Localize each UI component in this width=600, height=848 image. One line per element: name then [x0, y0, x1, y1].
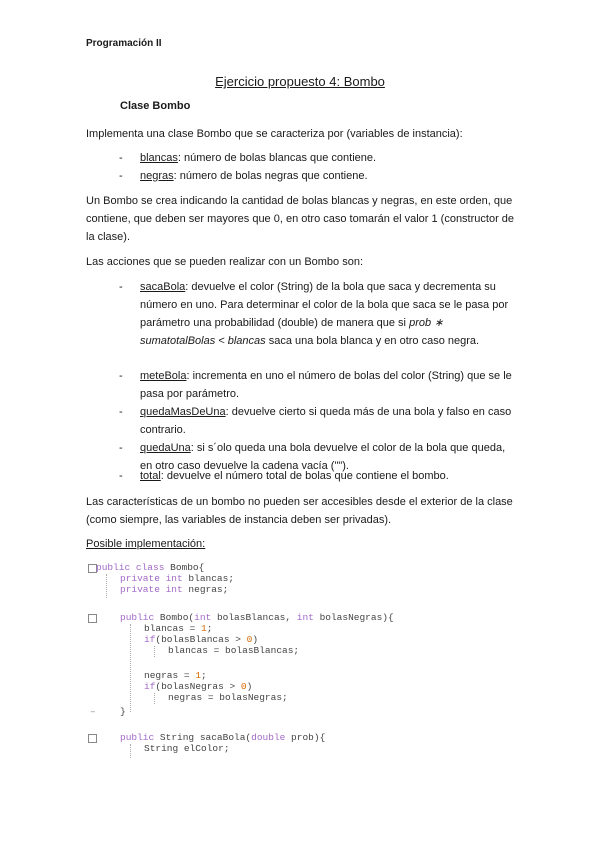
code-listing [88, 562, 508, 762]
code-line: } [120, 706, 126, 717]
page-header: Programación II [86, 38, 162, 49]
action-desc: : devuelve cierto si queda más de una bola y falso en caso contrario. [140, 406, 512, 436]
action-desc-2: saca una bola blanca y en otro caso negra. [265, 335, 480, 347]
indent-guide [154, 646, 155, 657]
code-line: public class Bombo{ [96, 562, 205, 573]
fold-box-icon[interactable] [88, 734, 97, 743]
formula: prob ∗ sumatotalBolas < blancas [140, 317, 444, 347]
implementation-heading: Posible implementación: [86, 538, 206, 550]
action-name: quedaMasDeUna [140, 406, 226, 418]
section-subtitle: Clase Bombo [120, 100, 191, 112]
bullet-dash: - [119, 152, 123, 164]
code-line: private int blancas; [120, 573, 235, 584]
code-line: if(bolasBlancas > 0) [144, 634, 259, 645]
indent-guide [130, 744, 131, 758]
code-line: negras = 1; [144, 670, 207, 681]
var-desc: : número de bolas negras que contiene. [173, 170, 368, 182]
var-desc: : número de bolas blancas que contiene. [177, 152, 377, 164]
bullet-dash: - [119, 470, 123, 482]
code-line: public Bombo(int bolasBlancas, int bolasNegras){ [120, 612, 394, 623]
paragraph-constructor: Un Bombo se crea indicando la cantidad de bolas blancas y negras, en este orden, que contiene, que deben ser mayores que 0, en otro caso tomarán el valor 1 (constructor de la clase). [86, 195, 515, 243]
intro-paragraph: Implementa una clase Bombo que se caracteriza por (variables de instancia): [86, 128, 463, 140]
indent-guide [130, 624, 131, 712]
bullet-dash: - [119, 170, 123, 182]
var-item [140, 167, 512, 185]
action-item [140, 278, 512, 350]
action-item [140, 467, 512, 485]
action-desc: : incrementa en uno el número de bolas del color (String) que se le pasa por parámetro. [140, 370, 512, 400]
bullet-dash: - [119, 406, 123, 418]
code-line: blancas = 1; [144, 623, 213, 634]
var-item [140, 149, 512, 167]
code-line: if(bolasNegras > 0) [144, 681, 253, 692]
bullet-dash: - [119, 370, 123, 382]
action-desc: : si s´olo queda una bola devuelve el color de la bola que queda, en otro caso devuelve la cadena vacía (""). [140, 442, 506, 472]
indent-guide [106, 574, 107, 598]
fold-box-icon[interactable] [88, 614, 97, 623]
action-desc: : devuelve el número total de bolas que contiene el bombo. [160, 470, 449, 482]
paragraph-actions-intro: Las acciones que se pueden realizar con un Bombo son: [86, 256, 364, 268]
action-item [140, 403, 512, 439]
paragraph-encapsulation: Las características de un bombo no pueden ser accesibles desde el exterior de la clase (como siempre, las variables de instancia deben ser privadas). [86, 496, 513, 526]
fold-end-marker: – [90, 706, 96, 717]
action-name: meteBola [140, 370, 187, 382]
action-desc: : devuelve el color (String) de la bola que saca y decrementa su número en uno. Para determinar el color de la bola que saca se le pasa por parámetro una probabilidad (double) de manera que si [140, 281, 509, 329]
code-line: public String sacaBola(double prob){ [120, 732, 326, 743]
code-line: String elColor; [144, 743, 230, 754]
code-line: private int negras; [120, 584, 229, 595]
action-name: sacaBola [140, 281, 186, 293]
exercise-title: Ejercicio propuesto 4: Bombo [215, 74, 385, 89]
indent-guide [154, 693, 155, 704]
action-name: quedaUna [140, 442, 191, 454]
bullet-dash: - [119, 281, 123, 293]
var-name: blancas [140, 152, 178, 164]
var-name: negras [140, 170, 174, 182]
code-line: blancas = bolasBlancas; [168, 645, 300, 656]
action-name: total [140, 470, 161, 482]
code-line: negras = bolasNegras; [168, 692, 288, 703]
bullet-dash: - [119, 442, 123, 454]
action-item [140, 367, 512, 403]
